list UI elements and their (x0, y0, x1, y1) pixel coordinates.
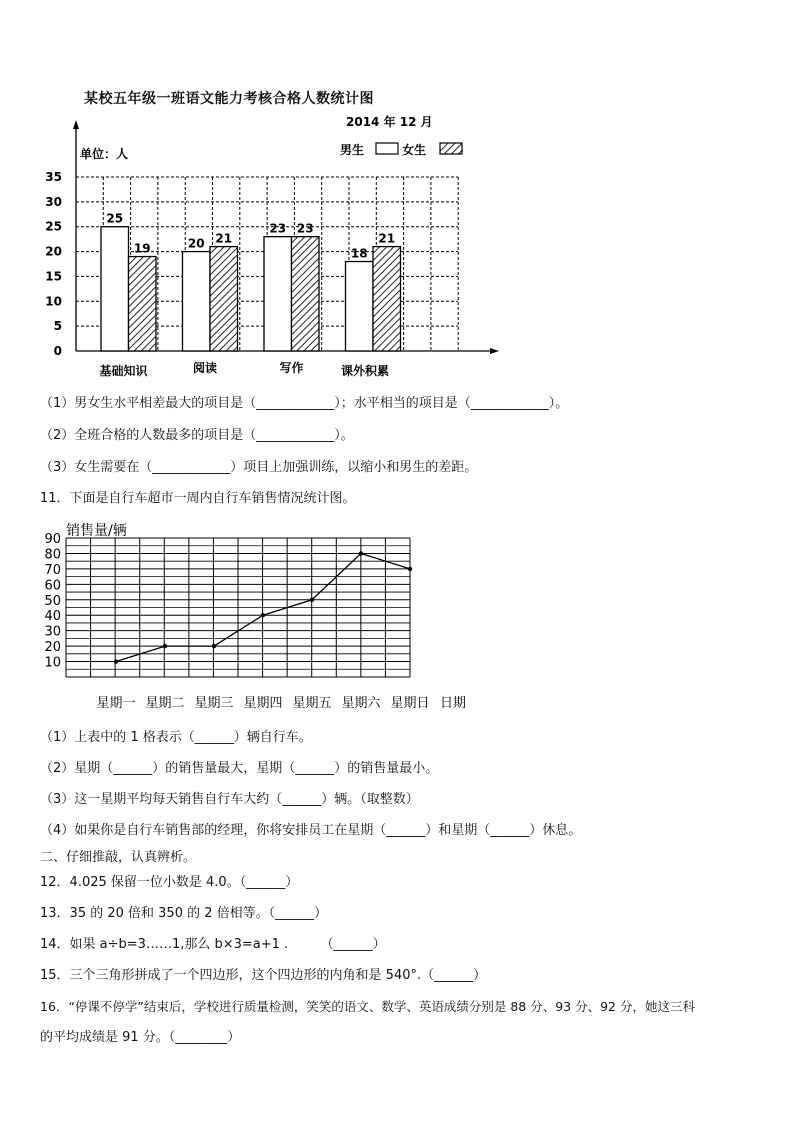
line-category-label: 星期四 (243, 696, 283, 711)
line-y-tick-label: 70 (44, 562, 61, 578)
legend-label-boys: 男生 (340, 143, 365, 157)
line-point (114, 659, 118, 663)
question-11-1: （1）上表中的 1 格表示（______）辆自行车。 (40, 730, 312, 745)
line-point (163, 644, 167, 648)
bar-value-label: 19 (133, 241, 151, 256)
question-12: 12．4.025 保留一位小数是 4.0。（______） (40, 875, 299, 890)
bar-y-tick-label: 35 (45, 170, 62, 184)
line-y-tick-label: 50 (44, 593, 61, 609)
bar-y-axis-arrow (73, 120, 79, 129)
legend-swatch-boys (376, 143, 398, 154)
section-2-heading: 二、仔细推敲，认真辨析。 (40, 850, 197, 865)
bar-y-tick-label: 20 (45, 244, 62, 259)
line-point (359, 551, 363, 555)
bar-girls (292, 237, 320, 351)
question-11: 11．下面是自行车超市一周内自行车销售情况统计图。 (40, 491, 356, 506)
question-13: 13．35 的 20 倍和 350 的 2 倍相等。（______） (40, 906, 328, 921)
question-15: 15．三个三角形拼成了一个四边形，这个四边形的内角和是 540°.（______） (40, 968, 487, 983)
bar-y-tick-label: 15 (45, 269, 62, 284)
line-category-label: 星期六 (341, 696, 381, 711)
line-category-label: 星期五 (292, 696, 332, 711)
bar-category-label: 基础知识 (99, 364, 148, 378)
bar-girls (373, 247, 401, 351)
question-16-line-1: 16．“停课不停学”结束后，学校进行质量检测，笑笑的语文、数学、英语成绩分别是 88 分、93 分、92 分，她这三科 (40, 999, 695, 1014)
unit-label: 单位：人 (80, 147, 129, 161)
bar-x-axis-arrow (490, 348, 499, 354)
bar-chart-subtitle: 2014 年 12 月 (346, 115, 433, 129)
bar-girls (129, 257, 157, 351)
bar-y-tick-label: 5 (53, 319, 62, 334)
bar-y-tick-label: 25 (45, 219, 62, 234)
question-10-2: （2）全班合格的人数最多的项目是（____________）。 (40, 428, 354, 443)
bar-category-label: 阅读 (192, 361, 218, 375)
question-11-3: （3）这一星期平均每天销售自行车大约（______）辆。（取整数） (40, 792, 419, 807)
bar-y-tick-label: 10 (45, 294, 62, 309)
bar-category-label: 写作 (279, 361, 304, 375)
bar-value-label: 18 (350, 246, 368, 261)
bar-boys (346, 262, 374, 351)
bar-boys (264, 237, 292, 351)
bar-value-label: 23 (269, 221, 287, 236)
legend (340, 142, 462, 157)
bar-girls (210, 247, 238, 351)
line-y-tick-label: 20 (44, 640, 61, 656)
line-point (261, 613, 265, 617)
line-point (212, 644, 216, 648)
line-y-tick-label: 90 (44, 532, 61, 547)
line-category-label: 星期三 (194, 696, 234, 711)
line-y-tick-label: 60 (44, 578, 61, 594)
bar-value-label: 23 (296, 221, 314, 236)
line-category-label: 星期日 (390, 696, 430, 711)
bar-y-tick-label: 0 (53, 344, 62, 358)
bar-chart (40, 112, 510, 382)
bar-y-tick-label: 30 (45, 194, 62, 209)
line-y-tick-label: 30 (44, 624, 61, 640)
question-10-3: （3）女生需要在（____________）项目上加强训练，以缩小和男生的差距。 (40, 460, 478, 475)
bar-boys (183, 252, 211, 351)
bar-value-label: 21 (378, 231, 396, 246)
line-point (310, 598, 314, 602)
bar-chart-title: 某校五年级一班语文能力考核合格人数统计图 (84, 91, 374, 107)
line-point (408, 567, 412, 571)
question-14: 14．如果 a÷b=3……1,那么 b×3=a+1 . （______） (40, 937, 386, 952)
bar-value-label: 21 (215, 231, 233, 246)
question-11-4: （4）如果你是自行车销售部的经理，你将安排员工在星期（______）和星期（______）休息。 (40, 823, 582, 838)
line-category-label: 星期二 (145, 696, 185, 711)
line-y-tick-label: 80 (44, 547, 61, 563)
bar-value-label: 20 (187, 236, 205, 251)
line-chart-xlabel: 日期 (440, 696, 467, 711)
line-y-tick-label: 40 (44, 609, 61, 625)
line-category-label: 星期一 (96, 696, 136, 711)
legend-swatch-girls (440, 143, 462, 154)
bar-value-label: 25 (106, 211, 124, 226)
question-16-line-2: 的平均成绩是 91 分。（________） (40, 1030, 241, 1045)
bar-category-label: 课外积累 (340, 364, 390, 378)
line-chart-ylabel: 销售量/辆 (66, 523, 127, 539)
question-11-2: （2）星期（______）的销售量最大，星期（______）的销售量最小。 (40, 761, 439, 776)
line-y-tick-label: 10 (44, 655, 61, 671)
line-chart (40, 515, 480, 720)
legend-label-girls: 女生 (402, 143, 427, 157)
question-10-1: （1）男女生水平相差最大的项目是（____________）；水平相当的项目是（____________）。 (40, 396, 569, 411)
bar-boys (101, 227, 129, 351)
